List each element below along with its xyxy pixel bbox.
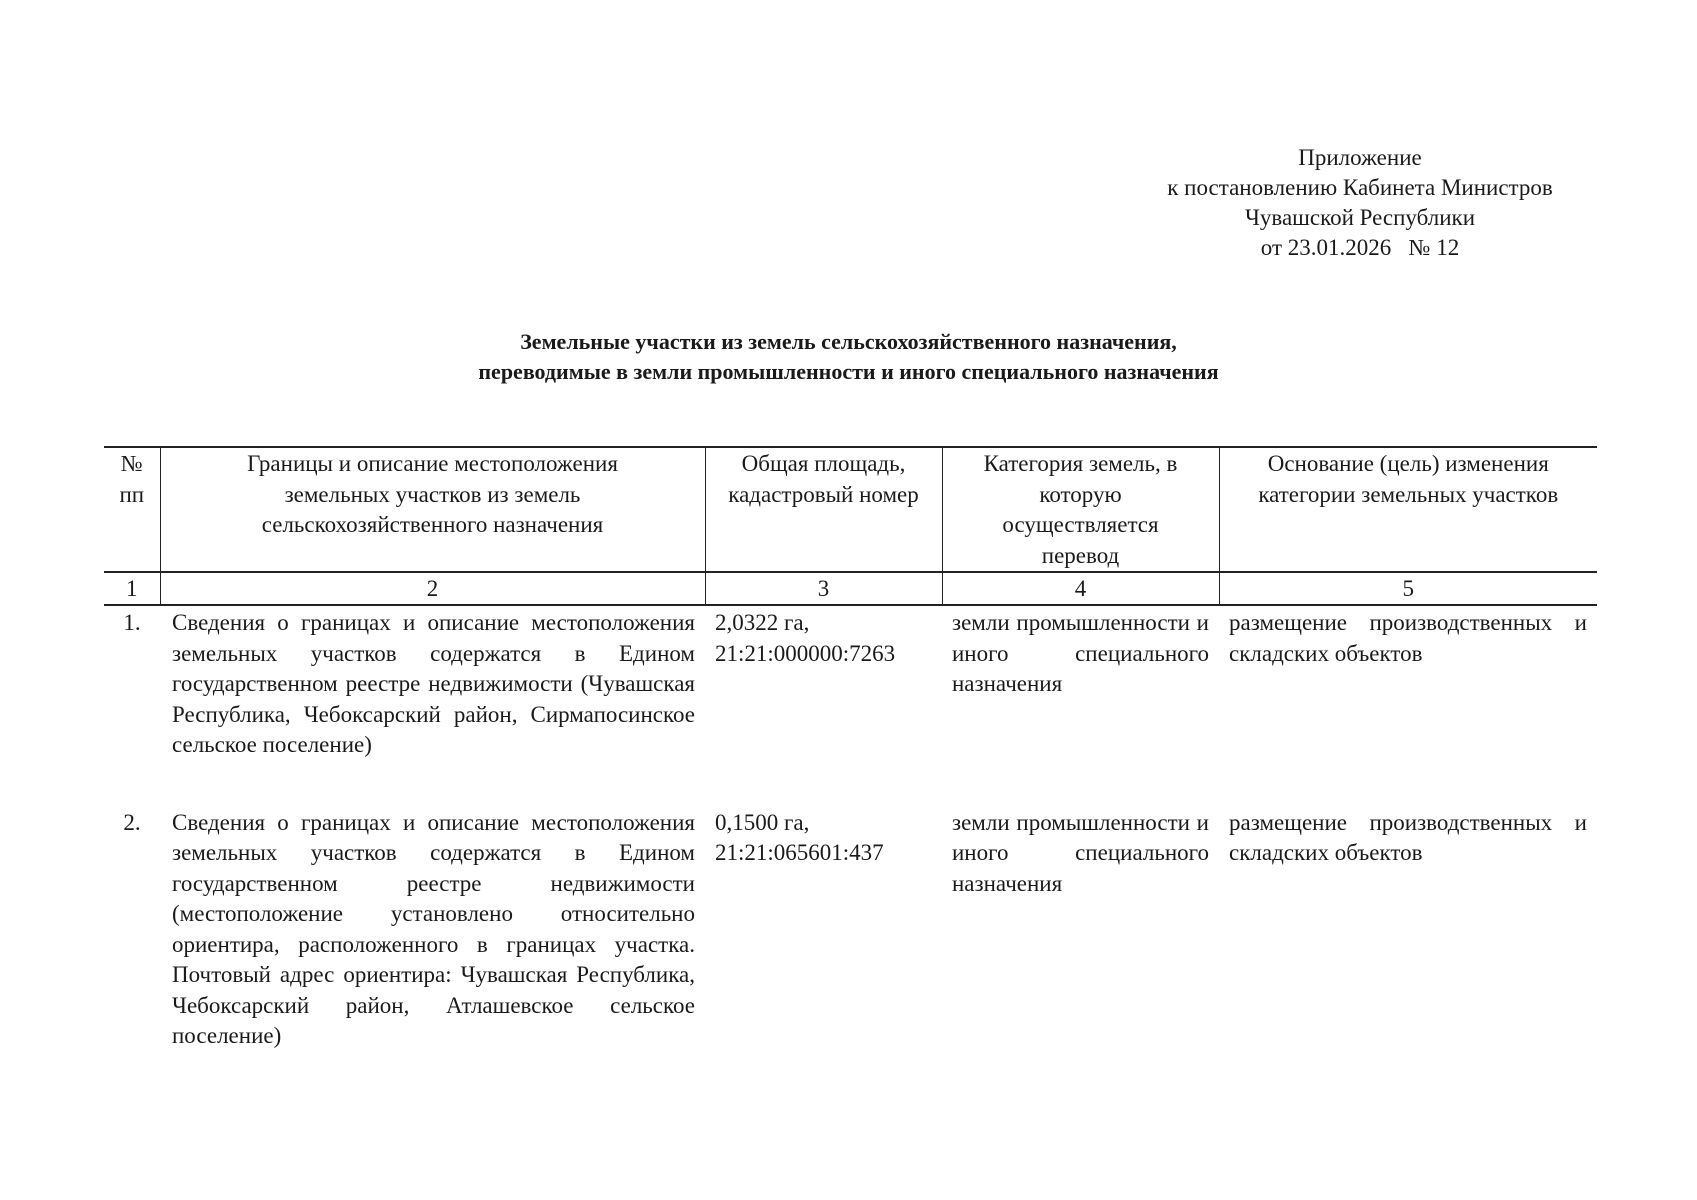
appendix-republic: Чувашской Республики <box>1244 205 1476 230</box>
row-basis: размещение производственных и складских объектов <box>1229 610 1587 666</box>
row-area-cadastral <box>705 806 942 1052</box>
table-row <box>104 605 1597 806</box>
header-area-cadastral: Общая площадь, кадастровый номер <box>705 447 942 572</box>
land-plots-table <box>104 446 1597 1052</box>
document-title-line1: Земельные участки из земель сельскохозяйственного назначения, <box>520 329 1177 354</box>
row-description: Сведения о границах и описание местоположения земельных участков содержатся в Едином государственном реестре недвижимости (Чувашская Республика, Чебоксарский район, Сирмапосинское сельское поселение) <box>172 610 695 757</box>
header-description: Границы и описание местоположения земельных участков из земель сельскохозяйственного назначения <box>160 447 705 572</box>
column-number: 1 <box>104 572 160 605</box>
appendix-date-number: от 23.01.2026 № 12 <box>1260 235 1460 260</box>
header-number: № пп <box>104 447 160 572</box>
appendix-label: Приложение <box>1298 145 1422 170</box>
row-area: 0,1500 га, <box>715 809 810 835</box>
row-number: 2. <box>123 809 141 835</box>
row-category: земли промышленности и иного специального назначения <box>952 809 1209 896</box>
header-basis: Основание (цель) изменения категории земельных участков <box>1219 447 1597 572</box>
appendix-resolution: к постановлению Кабинета Министров <box>1167 175 1553 200</box>
document-title <box>0 327 1697 387</box>
column-number: 5 <box>1219 572 1597 605</box>
column-number: 2 <box>160 572 705 605</box>
column-numbers-row <box>104 572 1597 605</box>
row-area: 2,0322 га, <box>715 610 810 635</box>
column-number: 3 <box>705 572 942 605</box>
table-header-row <box>104 447 1597 572</box>
row-area-cadastral <box>705 605 942 806</box>
column-number: 4 <box>942 572 1219 605</box>
header-category: Категория земель, в которую осуществляется перевод <box>942 447 1219 572</box>
row-category: земли промышленности и иного специального назначения <box>952 610 1209 696</box>
row-basis: размещение производственных и складских объектов <box>1229 809 1587 865</box>
document-title-line2: переводимые в земли промышленности и иного специального назначения <box>478 359 1219 384</box>
row-description: Сведения о границах и описание местоположения земельных участков содержатся в Едином государственном реестре недвижимости (местоположение установлено относительно ориентира, расположенного в границах участка. Почтовый адрес ориентира: Чувашская Республика, Чебоксарский район, Атлашевское сельское поселение) <box>172 809 695 1048</box>
row-cadastral-number: 21:21:065601:437 <box>715 840 884 865</box>
appendix-header <box>1120 143 1600 263</box>
table-row <box>104 806 1597 1052</box>
row-cadastral-number: 21:21:000000:7263 <box>715 640 896 666</box>
row-number: 1. <box>123 610 141 635</box>
